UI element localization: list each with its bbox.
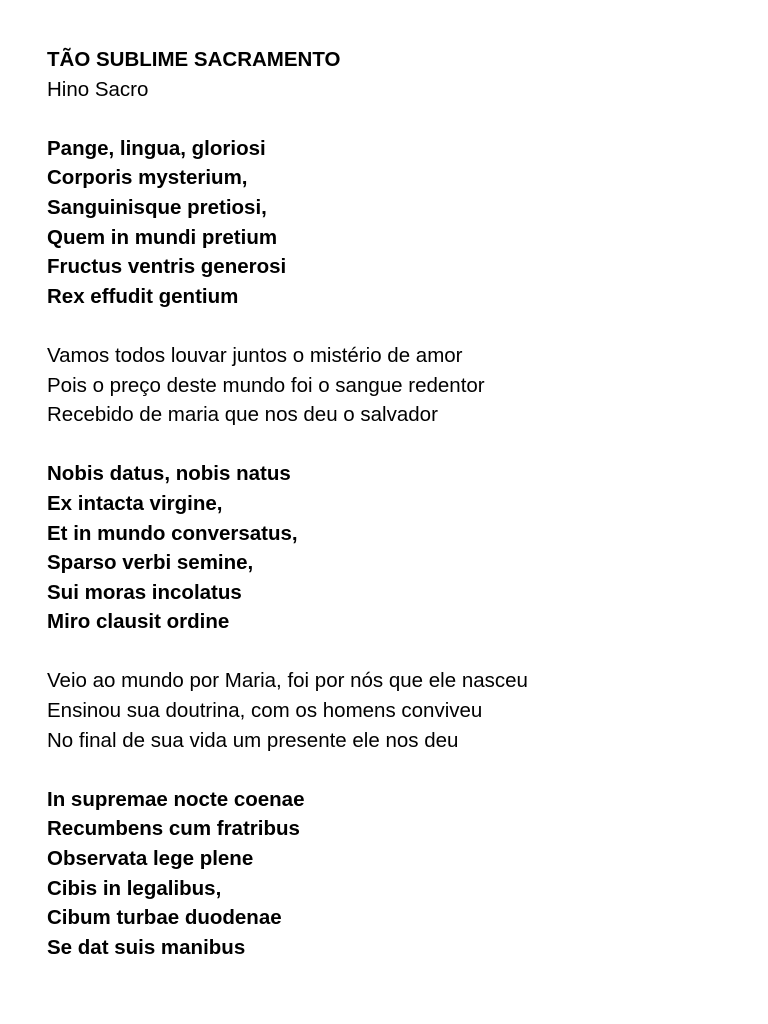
verse-line: Ex intacta virgine, bbox=[47, 491, 223, 515]
portuguese-stanza bbox=[47, 666, 747, 755]
verse-line: Se dat suis manibus bbox=[47, 935, 246, 959]
verse-line: Pois o preço deste mundo foi o sangue redentor bbox=[47, 373, 485, 397]
document-page bbox=[47, 45, 747, 962]
verse-line: Observata lege plene bbox=[47, 847, 254, 871]
verse-line: Recebido de maria que nos deu o salvador bbox=[47, 403, 438, 427]
verse-line: Cibum turbae duodenae bbox=[47, 906, 282, 930]
latin-stanza bbox=[47, 134, 747, 312]
hymn-subtitle: Hino Sacro bbox=[47, 77, 149, 101]
hymn-title: TÃO SUBLIME SACRAMENTO bbox=[47, 48, 341, 71]
verse-line: No final de sua vida um presente ele nos deu bbox=[47, 728, 459, 752]
verse-line: Rex effudit gentium bbox=[47, 284, 239, 308]
verse-line: Corporis mysterium, bbox=[47, 166, 248, 190]
stanza-spacer bbox=[47, 430, 747, 460]
verse-line: Sui moras incolatus bbox=[47, 580, 242, 604]
verse-line: Vamos todos louvar juntos o mistério de amor bbox=[47, 343, 463, 367]
latin-stanza bbox=[47, 785, 747, 963]
verse-line: Veio ao mundo por Maria, foi por nós que ele nasceu bbox=[47, 669, 528, 693]
verse-line: Et in mundo conversatus, bbox=[47, 521, 298, 545]
verse-line: Quem in mundi pretium bbox=[47, 225, 278, 249]
stanza-spacer bbox=[47, 104, 747, 134]
stanza-spacer bbox=[47, 755, 747, 785]
verse-line: Pange, lingua, gloriosi bbox=[47, 136, 266, 160]
hymn-body bbox=[47, 104, 747, 962]
latin-stanza bbox=[47, 459, 747, 637]
verse-line: In supremae nocte coenae bbox=[47, 787, 305, 811]
verse-line: Nobis datus, nobis natus bbox=[47, 462, 291, 486]
verse-line: Recumbens cum fratribus bbox=[47, 817, 300, 841]
verse-line: Fructus ventris generosi bbox=[47, 255, 287, 279]
verse-line: Cibis in legalibus, bbox=[47, 876, 222, 900]
verse-line: Miro clausit ordine bbox=[47, 610, 230, 634]
stanza-spacer bbox=[47, 311, 747, 341]
stanza-spacer bbox=[47, 637, 747, 667]
verse-line: Sparso verbi semine, bbox=[47, 551, 254, 575]
verse-line: Sanguinisque pretiosi, bbox=[47, 195, 267, 219]
portuguese-stanza bbox=[47, 341, 747, 430]
verse-line: Ensinou sua doutrina, com os homens conviveu bbox=[47, 699, 483, 723]
